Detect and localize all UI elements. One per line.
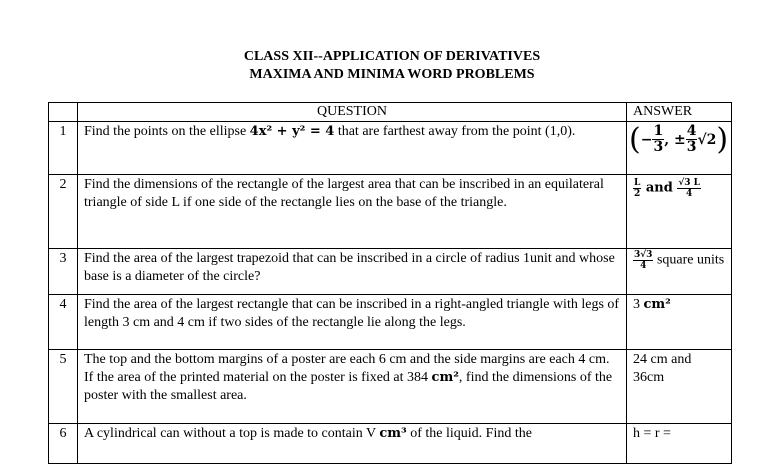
answer-text: 3 xyxy=(633,297,644,312)
table-row xyxy=(49,122,732,175)
table-row xyxy=(49,424,732,464)
question-text: Find the area of the largest trapezoid that can be inscribed in a circle of radius 1unit and whose base is a diameter of the circle? xyxy=(78,249,627,295)
answer-cell xyxy=(627,295,732,350)
answer-text: 24 cm and 36cm xyxy=(627,350,732,424)
numerator: 4 xyxy=(686,123,697,139)
row-number: 6 xyxy=(49,424,78,464)
question-text: A cylindrical can without a top is made to contain V xyxy=(84,426,380,441)
row-number: 3 xyxy=(49,249,78,295)
left-paren-icon: ( xyxy=(629,121,641,157)
denominator: 3 xyxy=(653,139,664,155)
answer-text: h = r = xyxy=(627,424,732,464)
numerator: L xyxy=(634,178,641,188)
numerator: √3 L xyxy=(678,178,700,188)
fraction xyxy=(652,124,664,155)
answer-joiner: and xyxy=(641,180,678,196)
minus-sign: − xyxy=(640,131,653,148)
header-question: QUESTION xyxy=(78,103,627,122)
numerator: 3√3 xyxy=(634,250,653,260)
answer-text: square units xyxy=(653,252,725,268)
separator: , ± xyxy=(664,131,686,148)
question-text: Find the points on the ellipse xyxy=(84,124,250,139)
document-title-line2: MAXIMA AND MINIMA WORD PROBLEMS xyxy=(249,67,535,82)
row-number: 5 xyxy=(49,350,78,424)
answer-cell xyxy=(627,175,732,249)
table-row xyxy=(49,175,732,249)
table-row xyxy=(49,249,732,295)
question-text: The top and the bottom margins of a poster are each 6 cm and the side margins are each 4 cm. If the area of the printed material on the poster is fixed at 384 xyxy=(84,352,610,385)
document-title-line1: CLASS XII--APPLICATION OF DERIVATIVES xyxy=(243,49,541,64)
question-text: , find the dimensions of the poster with the smallest area. xyxy=(84,370,613,403)
question-text: that are farthest away from the point (1,0). xyxy=(334,124,576,139)
denominator: 3 xyxy=(686,139,697,155)
row-number: 4 xyxy=(49,295,78,350)
fraction xyxy=(686,124,698,155)
unit-math: cm² xyxy=(431,370,459,385)
answer-expression xyxy=(629,121,729,157)
question-cell xyxy=(78,122,627,175)
denominator: 4 xyxy=(686,189,693,199)
denominator: 2 xyxy=(634,189,641,199)
unit-math: cm³ xyxy=(379,426,407,441)
row-number: 1 xyxy=(49,122,78,175)
question-text: of the liquid. Find the xyxy=(406,426,532,441)
answer-unit: cm² xyxy=(643,297,671,312)
fraction xyxy=(677,178,701,199)
question-cell xyxy=(78,350,627,424)
ellipse-equation: 4x² + y² = 4 xyxy=(249,124,335,139)
answer-cell xyxy=(627,122,732,175)
row-number: 2 xyxy=(49,175,78,249)
table-row xyxy=(49,350,732,424)
table-row xyxy=(49,295,732,350)
right-paren-icon: ) xyxy=(716,121,729,157)
denominator: 4 xyxy=(640,261,647,271)
question-text: Find the dimensions of the rectangle of the largest area that can be inscribed in an equilateral triangle of side L if one side of the rectangle lies on the base of the triangle. xyxy=(78,175,627,249)
fraction xyxy=(633,250,653,271)
root-term: √2 xyxy=(697,131,717,148)
table-header-row xyxy=(49,103,732,122)
header-num xyxy=(49,103,78,122)
header-answer: ANSWER xyxy=(627,103,732,122)
problems-table xyxy=(48,102,732,464)
question-text: Find the area of the largest rectangle that can be inscribed in a right-angled triangle with legs of length 3 cm and 4 cm if two sides of the rectangle lie along the legs. xyxy=(78,295,627,350)
answer-cell xyxy=(627,249,732,295)
question-cell xyxy=(78,424,627,464)
numerator: 1 xyxy=(653,123,664,139)
